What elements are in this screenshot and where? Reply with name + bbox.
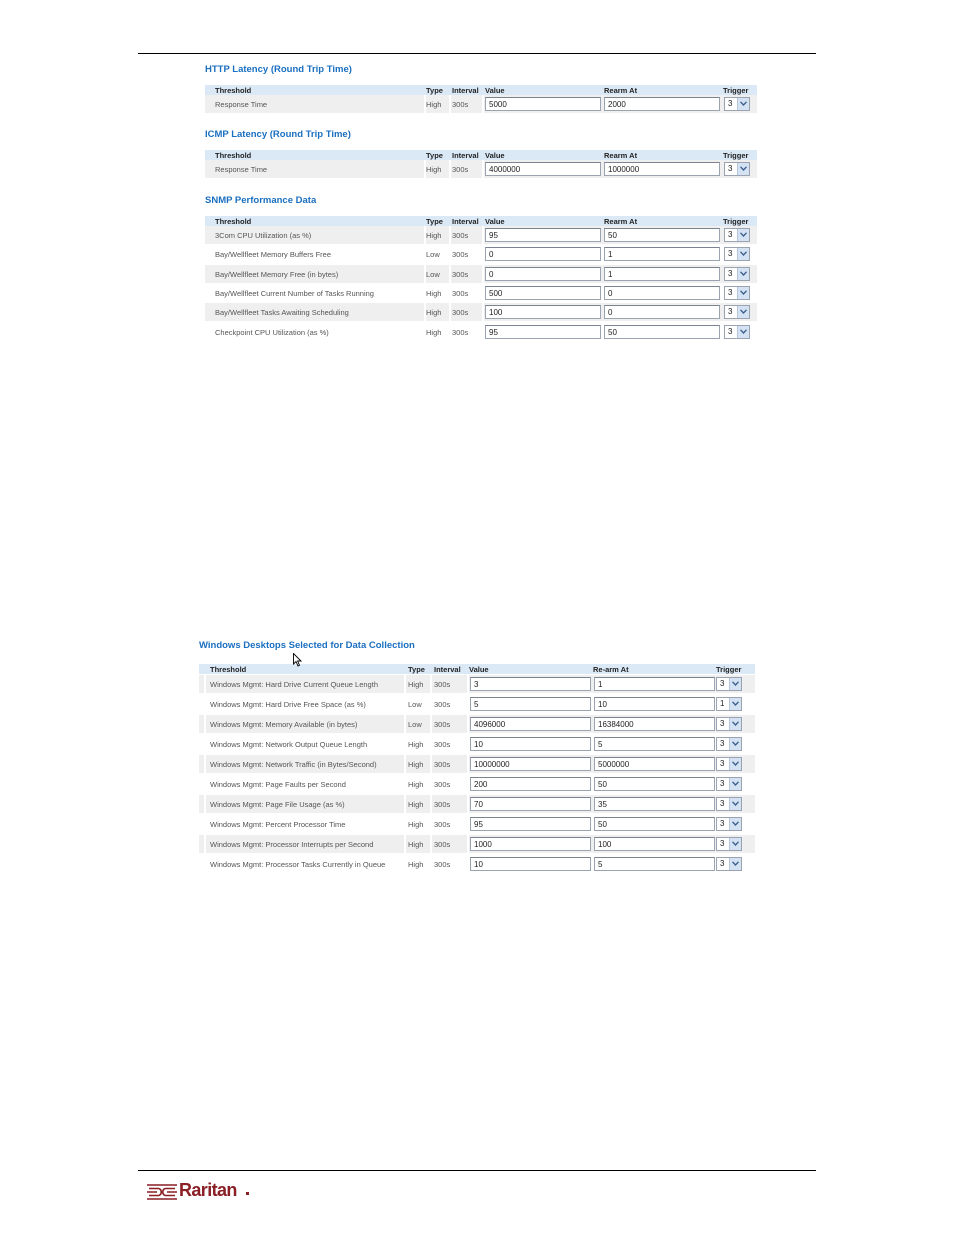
section-title: HTTP Latency (Round Trip Time) [205,64,352,75]
value-input[interactable]: 0 [485,247,601,261]
threshold-label: Windows Mgmt: Memory Available (in bytes) [210,720,358,729]
column-header-rearm: Re-arm At [593,665,629,674]
column-header-rearm: Rearm At [604,86,638,95]
chevron-down-icon [737,287,749,299]
table-row [199,855,755,873]
chevron-down-icon [729,678,741,690]
interval-label: 300s [452,269,469,279]
column-divider [467,735,469,753]
trigger-select[interactable] [724,97,750,111]
table-row [205,95,757,113]
interval-label: 300s [452,250,469,260]
type-label: High [408,780,424,789]
column-header-type: Type [426,151,443,160]
type-label: High [426,308,442,318]
column-header-type: Type [426,217,443,226]
chevron-down-icon [729,758,741,770]
raritan-logo-mark-icon [145,1182,179,1200]
column-divider [204,735,206,753]
value-input[interactable]: 500 [485,286,601,300]
chevron-down-icon [729,818,741,830]
threshold-label: Windows Mgmt: Network Output Queue Length [210,740,368,749]
threshold-label: Windows Mgmt: Hard Drive Current Queue Length [210,680,378,689]
raritan-wordmark: Raritan [179,1180,237,1200]
value-input[interactable]: 5 [470,697,591,711]
threshold-label: Response Time [215,165,268,174]
trigger-value: 3 [728,268,733,278]
column-divider [404,735,406,753]
trigger-value: 3 [728,287,733,297]
interval-label: 300s [434,840,451,849]
trigger-value: 3 [720,679,725,688]
table-header-row [205,216,757,226]
column-header-type: Type [408,665,425,674]
rearm-input[interactable]: 5 [594,737,715,751]
column-divider [404,755,406,773]
chevron-down-icon [729,738,741,750]
value-input[interactable]: 100 [485,305,601,319]
column-divider [430,755,432,773]
rearm-input[interactable]: 0 [604,286,720,300]
rearm-input[interactable]: 35 [594,797,715,811]
column-divider [204,795,206,813]
interval-label: 300s [452,231,469,240]
rearm-input[interactable]: 0 [604,305,720,319]
column-divider [449,323,451,341]
snmp-threshold-panel [202,60,758,347]
column-divider [204,755,206,773]
trigger-value: 3 [728,230,733,239]
column-divider [449,284,451,302]
column-divider [430,715,432,733]
column-header-trigger: Trigger [716,665,742,674]
table-row [205,245,757,263]
trigger-select[interactable] [716,717,742,731]
threshold-label: Bay/Wellfleet Memory Buffers Free [215,250,332,260]
column-divider [404,775,406,793]
raritan-logo [145,1180,257,1202]
chevron-down-icon [729,838,741,850]
column-header-threshold: Threshold [215,217,252,226]
chevron-down-icon [737,248,749,260]
column-header-interval: Interval [434,665,461,674]
column-divider [449,303,451,321]
trigger-value: 3 [728,164,733,173]
column-divider [204,815,206,833]
column-divider [404,715,406,733]
value-input[interactable]: 0 [485,267,601,281]
trigger-select[interactable] [716,697,742,711]
type-label: High [408,760,424,769]
chevron-down-icon [729,718,741,730]
column-divider [482,160,484,178]
table-row [205,323,757,341]
column-divider [467,775,469,793]
type-label: High [426,165,442,174]
chevron-down-icon [737,326,749,338]
column-divider [430,735,432,753]
trigger-select[interactable] [716,737,742,751]
column-divider [482,284,484,302]
section-title: SNMP Performance Data [205,195,317,206]
threshold-label: Windows Mgmt: Processor Tasks Currently in Queue [210,860,386,869]
chevron-down-icon [737,268,749,280]
column-divider [404,795,406,813]
column-header-interval: Interval [452,151,479,160]
trigger-value: 3 [720,799,725,808]
table-row [205,284,757,302]
column-divider [482,226,484,244]
table-row [199,835,755,853]
trigger-select[interactable] [716,817,742,831]
trigger-value: 3 [728,307,733,317]
column-header-trigger: Trigger [723,217,749,226]
rearm-input[interactable]: 50 [594,777,715,791]
trigger-select[interactable] [716,757,742,771]
column-header-threshold: Threshold [210,665,247,674]
interval-label: 300s [434,820,451,829]
value-input[interactable]: 95 [485,325,601,339]
column-divider [204,675,206,693]
rearm-input[interactable]: 16384000 [594,717,715,731]
section-title: ICMP Latency (Round Trip Time) [205,129,351,140]
interval-label: 300s [452,288,469,298]
column-header-trigger: Trigger [723,86,749,95]
chevron-down-icon [737,306,749,318]
column-divider [204,775,206,793]
type-label: High [408,860,424,869]
table-row [199,695,755,713]
value-input[interactable]: 70 [470,797,591,811]
column-divider [467,715,469,733]
interval-label: 300s [452,100,469,109]
type-label: High [426,327,442,337]
column-divider [482,265,484,283]
rearm-input[interactable]: 1000000 [604,162,720,176]
column-divider [467,675,469,693]
value-input[interactable]: 200 [470,777,591,791]
chevron-down-icon [729,798,741,810]
interval-label: 300s [434,760,451,769]
threshold-label: Windows Mgmt: Page Faults per Second [210,780,346,789]
rearm-input[interactable]: 1 [594,677,715,691]
trigger-value: 3 [720,819,725,828]
type-label: High [408,740,424,749]
mouse-pointer-icon [293,653,302,667]
column-divider [430,815,432,833]
table-row [199,755,755,773]
column-header-type: Type [426,86,443,95]
column-header-threshold: Threshold [215,151,252,160]
trigger-value: 3 [728,326,733,336]
header-rule [138,53,816,54]
column-divider [404,855,406,873]
column-header-value: Value [485,217,505,226]
column-divider [482,323,484,341]
type-label: High [426,231,442,240]
table-row [205,226,757,244]
column-header-interval: Interval [452,86,479,95]
column-divider [467,855,469,873]
column-divider [482,245,484,263]
column-header-value: Value [485,151,505,160]
interval-label: 300s [434,860,451,869]
value-input[interactable]: 10000000 [470,757,591,771]
value-input[interactable]: 4000000 [485,162,601,176]
interval-label: 300s [452,165,469,174]
type-label: Low [426,269,440,279]
interval-label: 300s [434,780,451,789]
column-header-rearm: Rearm At [604,151,638,160]
column-divider [430,675,432,693]
column-header-interval: Interval [452,217,479,226]
interval-label: 300s [434,800,451,809]
column-divider [204,695,206,713]
chevron-down-icon [729,698,741,710]
table-header-row [199,664,755,674]
threshold-label: 3Com CPU Utilization (as %) [215,231,312,240]
rearm-input[interactable]: 50 [604,228,720,242]
value-input[interactable]: 1000 [470,837,591,851]
rearm-input[interactable]: 5 [594,857,715,871]
trigger-value: 3 [720,779,725,788]
column-divider [482,95,484,113]
value-input[interactable]: 95 [470,817,591,831]
value-input[interactable]: 95 [485,228,601,242]
interval-label: 300s [434,700,451,709]
footer-rule [138,1170,816,1171]
threshold-label: Bay/Wellfleet Current Number of Tasks Running [215,288,374,298]
type-label: Low [408,700,422,709]
table-row [199,715,755,733]
column-divider [467,815,469,833]
column-divider [467,835,469,853]
table-row [199,675,755,693]
trigger-select[interactable] [724,267,750,281]
table-row [205,265,757,283]
threshold-label: Windows Mgmt: Hard Drive Free Space (as %) [210,700,366,709]
table-row [205,303,757,321]
column-header-rearm: Rearm At [604,217,638,226]
column-divider [449,95,451,113]
column-divider [430,695,432,713]
column-divider [404,835,406,853]
value-input[interactable]: 10 [470,857,591,871]
rearm-input[interactable]: 10 [594,697,715,711]
threshold-label: Windows Mgmt: Network Traffic (in Bytes/Second) [210,760,377,769]
type-label: High [426,288,442,298]
chevron-down-icon [737,229,749,241]
interval-label: 300s [434,720,451,729]
threshold-label: Checkpoint CPU Utilization (as %) [215,327,329,337]
table-row [199,735,755,753]
chevron-down-icon [737,98,749,110]
logo-dot [246,1192,249,1195]
threshold-label: Windows Mgmt: Page File Usage (as %) [210,800,345,809]
type-label: High [408,680,424,689]
table-row [199,775,755,793]
table-header-row [205,85,757,95]
column-divider [204,855,206,873]
trigger-select[interactable] [724,305,750,319]
trigger-select[interactable] [716,857,742,871]
column-header-value: Value [485,86,505,95]
threshold-label: Bay/Wellfleet Tasks Awaiting Scheduling [215,308,349,318]
trigger-select[interactable] [724,247,750,261]
rearm-input[interactable]: 1 [604,247,720,261]
trigger-value: 3 [728,99,733,108]
trigger-select[interactable] [716,837,742,851]
trigger-select[interactable] [716,677,742,691]
column-divider [404,815,406,833]
trigger-select[interactable] [716,797,742,811]
trigger-select[interactable] [724,325,750,339]
value-input[interactable]: 3 [470,677,591,691]
trigger-value: 3 [720,839,725,848]
column-divider [449,265,451,283]
column-divider [430,795,432,813]
column-divider [467,755,469,773]
column-divider [467,795,469,813]
column-divider [449,226,451,244]
type-label: High [408,840,424,849]
column-header-trigger: Trigger [723,151,749,160]
type-label: Low [408,720,422,729]
column-divider [430,855,432,873]
threshold-label: Windows Mgmt: Processor Interrupts per Second [210,840,374,849]
column-divider [404,675,406,693]
chevron-down-icon [729,778,741,790]
table-row [199,815,755,833]
table-header-row [205,150,757,160]
interval-label: 300s [434,680,451,689]
threshold-label: Response Time [215,100,268,109]
value-input[interactable]: 10 [470,737,591,751]
trigger-value: 3 [720,759,725,768]
column-divider [404,695,406,713]
column-divider [430,835,432,853]
value-input[interactable]: 5000 [485,97,601,111]
table-row [199,795,755,813]
interval-label: 300s [452,308,469,318]
section-title: Windows Desktops Selected for Data Collection [199,640,415,651]
column-divider [449,160,451,178]
rearm-input[interactable]: 100 [594,837,715,851]
interval-label: 300s [452,327,469,337]
trigger-select[interactable] [724,228,750,242]
trigger-value: 3 [720,739,725,748]
column-header-threshold: Threshold [215,86,252,95]
threshold-label: Windows Mgmt: Percent Processor Time [210,820,346,829]
column-divider [204,715,206,733]
column-divider [430,775,432,793]
column-header-value: Value [469,665,489,674]
rearm-input[interactable]: 1 [604,267,720,281]
trigger-value: 3 [720,719,725,728]
trigger-value: 3 [720,859,725,868]
chevron-down-icon [737,163,749,175]
type-label: High [426,100,442,109]
column-divider [482,303,484,321]
interval-label: 300s [434,740,451,749]
trigger-select[interactable] [724,286,750,300]
trigger-select[interactable] [724,162,750,176]
rearm-input[interactable]: 50 [594,817,715,831]
rearm-input[interactable]: 5000000 [594,757,715,771]
trigger-value: 1 [720,699,725,708]
column-divider [449,245,451,263]
type-label: Low [426,250,440,260]
value-input[interactable]: 4096000 [470,717,591,731]
trigger-value: 3 [728,249,733,259]
rearm-input[interactable]: 2000 [604,97,720,111]
trigger-select[interactable] [716,777,742,791]
column-divider [204,835,206,853]
threshold-label: Bay/Wellfleet Memory Free (in bytes) [215,269,339,279]
type-label: High [408,800,424,809]
column-divider [467,695,469,713]
type-label: High [408,820,424,829]
windows-threshold-panel [196,636,758,877]
rearm-input[interactable]: 50 [604,325,720,339]
chevron-down-icon [729,858,741,870]
table-row [205,160,757,178]
